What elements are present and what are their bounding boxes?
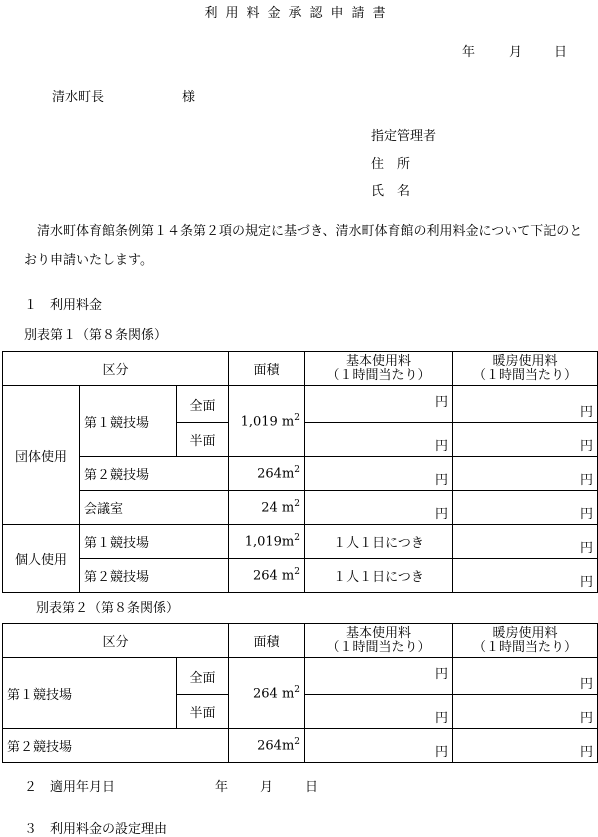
sqm-superscript: 2 [294,684,301,695]
sqm-superscript: 2 [294,499,300,510]
section-1-heading: １ 利用料金 [24,298,103,313]
area-dai2 [229,729,305,763]
table-row [3,386,598,423]
header-kihon-unit: （１時間当たり） [326,639,431,655]
addressee-line [52,86,195,105]
header-kihon [305,352,453,386]
danbo-fee-cell: 円 [453,695,598,729]
usage-hanmen: 半面 [177,695,229,729]
sqm-superscript: 2 [294,533,300,544]
section2-month: 月 [260,780,274,795]
area-kaigi [229,491,305,525]
section2-year: 年 [215,780,229,795]
facility-kojin-dai2: 第２競技場 [80,559,229,593]
danbo-fee-cell: 円 [453,559,598,593]
sender-label-address: 住 所 [371,157,411,172]
table1-caption: 別表第１（第８条関係） [24,328,168,343]
table-row [3,457,598,491]
area-value: 1,019 m [240,414,295,430]
facility-dai1: 第１競技場 [80,386,177,457]
facility-kojin-dai1: 第１競技場 [80,525,229,559]
sqm-superscript: 2 [294,737,301,748]
document-title: 利用料金承認申請書 [204,6,394,21]
addressee-name: 清水町長 [52,90,105,105]
table-row [3,525,598,559]
kihon-fee-cell: 円 [305,658,453,695]
kihon-fee-cell: 円 [305,491,453,525]
usage-zenmen: 全面 [177,386,229,423]
area-value: 264 m [252,568,295,584]
kihon-per-person: １人１日につき [305,525,453,559]
danbo-fee-cell: 円 [453,658,598,695]
kihon-fee-cell: 円 [305,729,453,763]
area-value: 264 m [253,686,295,702]
application-date [462,41,567,60]
header-menseki: 面積 [229,352,305,386]
area-value: 264m [257,466,295,482]
area-value: 24 m [261,500,295,516]
sender-label-name: 氏 名 [371,184,411,199]
facility-dai1: 第１競技場 [3,658,177,729]
danbo-fee-cell: 円 [453,457,598,491]
group-kojin: 個人使用 [3,525,80,593]
date-day: 日 [554,45,568,60]
header-menseki: 面積 [229,624,305,658]
header-kubun: 区分 [3,352,229,386]
area-value: 264m [257,738,295,754]
section-2-line [24,776,318,795]
sqm-superscript: 2 [294,412,300,423]
table2-caption: 別表第２（第８条関係） [36,601,180,616]
section2-day: 日 [305,780,319,795]
header-kihon [305,624,453,658]
header-danbo-unit: （１時間当たり） [473,639,578,655]
kihon-fee-cell: 円 [305,386,453,423]
table-row [3,559,598,593]
facility-dai2: 第２競技場 [3,729,229,763]
fee-table-2 [2,623,598,763]
sender-label-manager: 指定管理者 [371,129,437,144]
date-month: 月 [509,45,523,60]
usage-zenmen: 全面 [177,658,229,695]
kihon-fee-cell: 円 [305,695,453,729]
table-header-row [3,624,598,658]
danbo-fee-cell: 円 [453,525,598,559]
header-kihon-title: 基本使用料 [346,625,412,641]
area-value: 1,019m [244,534,295,550]
kihon-per-person: １人１日につき [305,559,453,593]
body-paragraph: 清水町体育館条例第１４条第２項の規定に基づき、清水町体育館の利用料金について下記のとおり申請いたします。 [24,224,583,268]
sqm-superscript: 2 [294,567,300,578]
facility-kaigi: 会議室 [80,491,229,525]
header-kihon-title: 基本使用料 [345,353,411,369]
kihon-fee-cell: 円 [305,423,453,457]
area-kojin-dai1 [229,525,305,559]
table-row [3,729,598,763]
header-danbo-unit: （１時間当たり） [472,367,577,383]
header-danbo [453,352,598,386]
header-danbo-title: 暖房使用料 [492,625,558,641]
danbo-fee-cell: 円 [453,729,598,763]
danbo-fee-cell: 円 [453,386,598,423]
section-3-heading: ３ 利用料金の設定理由 [24,822,168,837]
header-danbo [453,624,598,658]
header-kihon-unit: （１時間当たり） [326,367,431,383]
date-year: 年 [462,45,476,60]
section-2-heading: ２ 適用年月日 [24,780,116,795]
facility-dai2: 第２競技場 [80,457,229,491]
danbo-fee-cell: 円 [453,491,598,525]
addressee-honorific: 様 [182,90,196,105]
usage-hanmen: 半面 [177,423,229,457]
group-dantai: 団体使用 [3,386,80,525]
table-header-row [3,352,598,386]
table-row [3,658,598,695]
area-dai1 [229,658,305,729]
table-row [3,491,598,525]
header-danbo-title: 暖房使用料 [492,353,558,369]
sqm-superscript: 2 [294,465,300,476]
area-kojin-dai2 [229,559,305,593]
area-dai2 [229,457,305,491]
kihon-fee-cell: 円 [305,457,453,491]
danbo-fee-cell: 円 [453,423,598,457]
header-kubun: 区分 [3,624,229,658]
area-dai1 [229,386,305,457]
fee-table-1 [2,351,598,593]
